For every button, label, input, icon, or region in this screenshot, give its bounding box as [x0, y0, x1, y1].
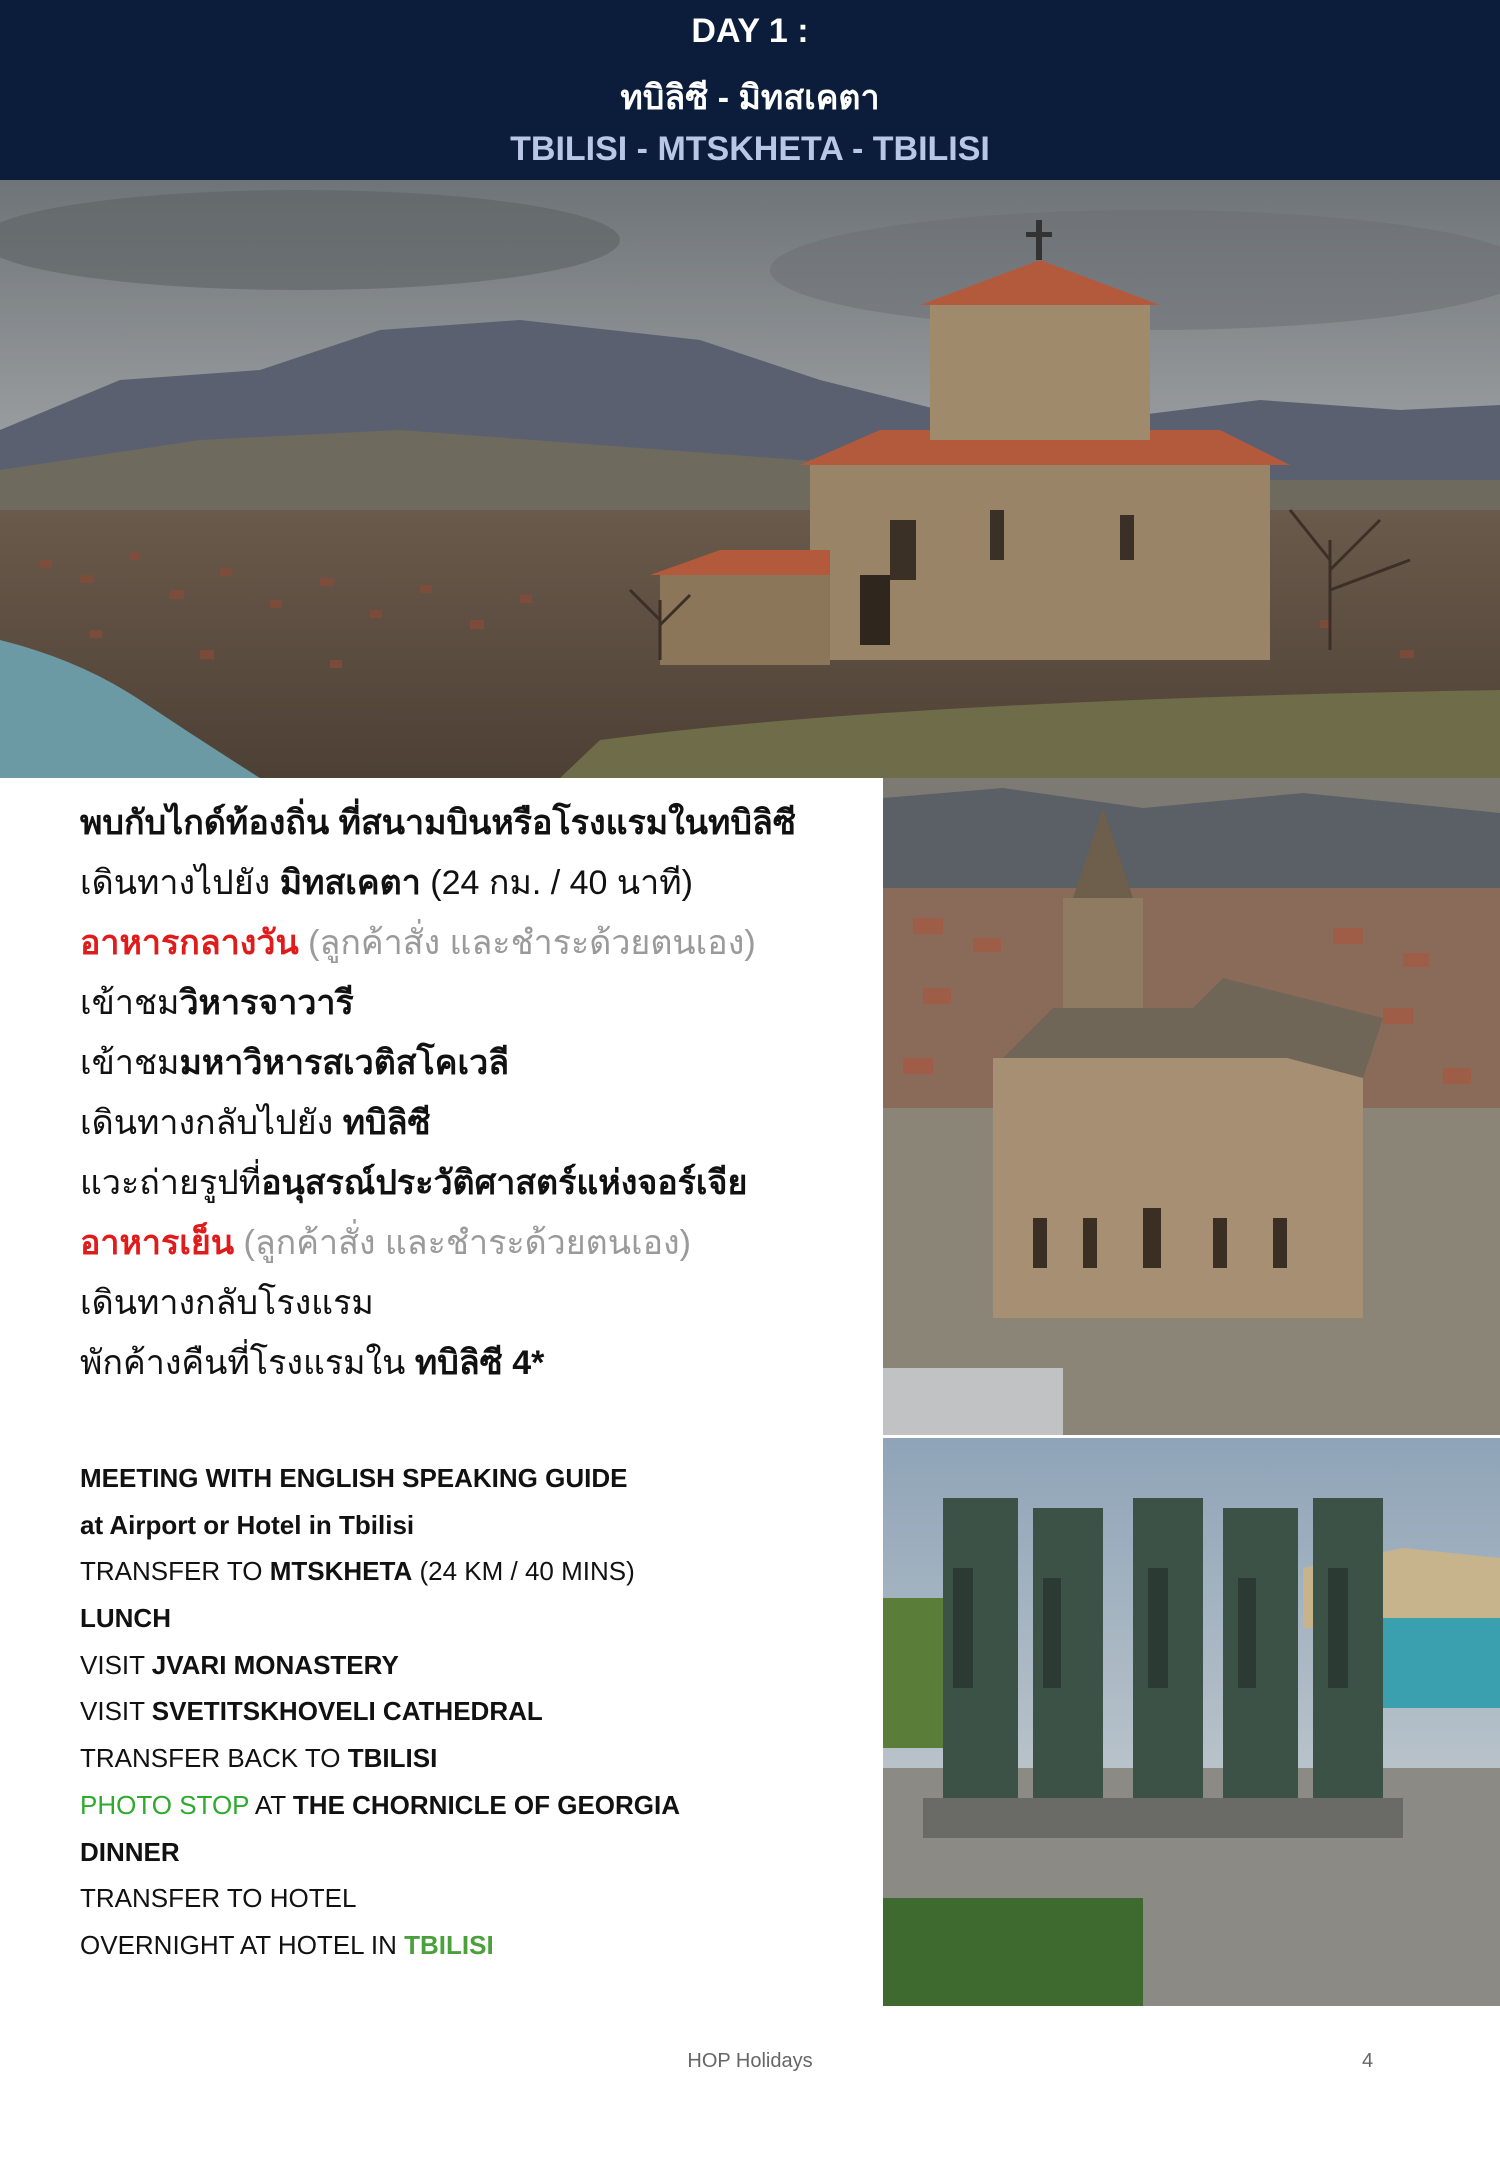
en-meeting-guide: MEETING WITH ENGLISH SPEAKING GUIDE — [80, 1463, 628, 1493]
day-label: DAY 1 : — [691, 12, 809, 50]
thai-visit-jvari: เข้าชมวิหารจาวารี — [80, 984, 354, 1022]
itinerary-english — [80, 1455, 870, 1969]
thai-transfer-hotel: เดินทางกลับโรงแรม — [80, 1284, 374, 1322]
en-meeting-location: at Airport or Hotel in Tbilisi — [80, 1509, 415, 1540]
en-photo-stop: PHOTO STOP AT THE CHORNICLE OF GEORGIA — [80, 1789, 681, 1820]
en-transfer-back: TRANSFER BACK TO TBILISI — [80, 1743, 438, 1774]
title-thai: ทบิลิซี - มิทสเคตา — [620, 79, 880, 117]
en-transfer-mtskheta: TRANSFER TO MTSKHETA (24 KM / 40 MINS) — [80, 1556, 635, 1587]
thai-dinner: อาหารเย็น (ลูกค้าสั่ง และชำระด้วยตนเอง) — [80, 1224, 691, 1262]
chronicle-of-georgia-photo — [883, 1438, 1500, 2006]
en-overnight: OVERNIGHT AT HOTEL IN TBILISI — [80, 1929, 494, 1960]
thai-overnight: พักค้างคืนที่โรงแรมใน ทบิลิซี 4* — [80, 1344, 545, 1382]
en-visit-jvari: VISIT JVARI MONASTERY — [80, 1649, 399, 1680]
thai-photo-stop: แวะถ่ายรูปที่อนุสรณ์ประวัติศาสตร์แห่งจอร์เจีย — [80, 1164, 748, 1202]
itinerary-thai — [80, 793, 870, 1393]
footer-brand: HOP Holidays — [687, 2050, 813, 2072]
en-dinner: DINNER — [80, 1836, 180, 1867]
day-header — [0, 0, 1500, 180]
en-lunch: LUNCH — [80, 1603, 171, 1634]
jvari-monastery-photo — [0, 180, 1500, 778]
page-number: 4 — [1362, 2050, 1374, 2072]
en-visit-svetitskhoveli: VISIT SVETITSKHOVELI CATHEDRAL — [80, 1696, 543, 1727]
svetitskhoveli-cathedral-photo — [883, 778, 1500, 1435]
thai-visit-svetitskhoveli: เข้าชมมหาวิหารสเวติสโคเวลี — [80, 1044, 510, 1082]
route-english: TBILISI - MTSKHETA - TBILISI — [510, 130, 990, 168]
en-transfer-hotel: TRANSFER TO HOTEL — [80, 1883, 357, 1914]
thai-transfer-back: เดินทางกลับไปยัง ทบิลิซี — [80, 1104, 431, 1142]
thai-lunch: อาหารกลางวัน (ลูกค้าสั่ง และชำระด้วยตนเอง) — [80, 924, 756, 962]
thai-transfer-mtskheta: เดินทางไปยัง มิทสเคตา (24 กม. / 40 นาที) — [80, 864, 693, 902]
thai-meet-guide: พบกับไกด์ท้องถิ่น ที่สนามบินหรือโรงแรมในทบิลิซี — [80, 804, 796, 842]
